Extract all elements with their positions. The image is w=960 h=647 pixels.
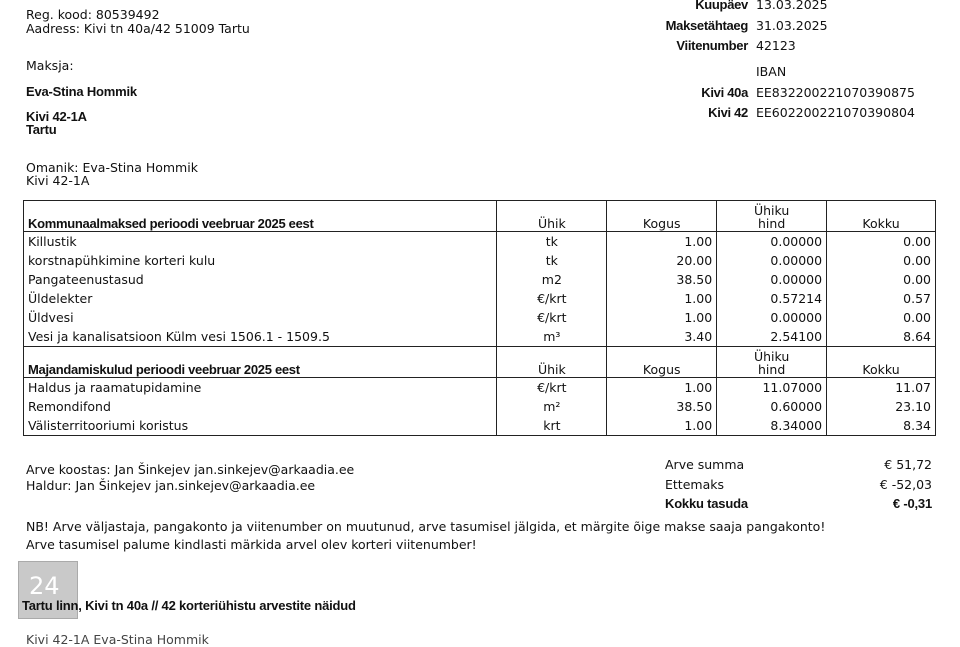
unit-cell: €/krt (497, 289, 607, 308)
unit-cell: m³ (497, 327, 607, 347)
total-cell: 0.00 (827, 251, 936, 270)
readings-partial-line: Kivi 42-1A Eva-Stina Hommik (26, 632, 209, 647)
seller-address: Aadress: Kivi tn 40a/42 51009 Tartu (26, 21, 250, 36)
payer-label: Maksja: (26, 58, 74, 73)
table-row (24, 327, 936, 347)
table-row (24, 270, 936, 289)
total-cell: 0.00 (827, 308, 936, 327)
iban2-value: EE602200221070390804 (756, 105, 915, 120)
item-name-cell: Üldvesi (24, 308, 497, 327)
item-name-cell: Remondifond (24, 397, 497, 416)
payer-apartment: Kivi 42-1A (26, 109, 87, 124)
table-row (24, 251, 936, 270)
item-name-cell: Vesi ja kanalisatsioon Külm vesi 1506.1 - 1509.5 (24, 327, 497, 347)
item-name-cell: Üldelekter (24, 289, 497, 308)
prepaid-value: € -52,03 (879, 477, 932, 492)
total-due-value: € -0,31 (892, 496, 932, 511)
reference-label: Viitenumber (676, 38, 748, 53)
payer-city: Tartu (26, 122, 57, 137)
iban-label: IBAN (756, 64, 787, 79)
unit-price-cell: 2.54100 (717, 327, 827, 347)
due-date-value: 31.03.2025 (756, 18, 828, 33)
quantity-cell: 1.00 (607, 308, 717, 327)
quantity-cell: 20.00 (607, 251, 717, 270)
unit-price-cell: 0.00000 (717, 270, 827, 289)
iban2-label: Kivi 42 (708, 105, 748, 120)
quantity-cell: 38.50 (607, 397, 717, 416)
quantity-cell: 1.00 (607, 289, 717, 308)
quantity-cell: 38.50 (607, 270, 717, 289)
total-due-label: Kokku tasuda (665, 496, 748, 511)
seller-reg-code: Reg. kood: 80539492 (26, 7, 160, 22)
quantity-cell: 1.00 (607, 378, 717, 398)
readings-section-title: Tartu linn, Kivi tn 40a // 42 korteriühistu arvestite näidud (22, 598, 356, 613)
total-cell: 0.57 (827, 289, 936, 308)
prepared-by: Arve koostas: Jan Šinkejev jan.sinkejev@arkaadia.ee (26, 462, 355, 477)
invoice-table (23, 200, 936, 436)
total-cell: 23.10 (827, 397, 936, 416)
due-date-label: Maksetähtaeg (665, 18, 748, 33)
date-label: Kuupäev (695, 0, 748, 12)
unit-price-cell: 0.00000 (717, 251, 827, 270)
unit-cell: €/krt (497, 308, 607, 327)
note-reference: Arve tasumisel palume kindlasti märkida arvel olev korteri viitenumber! (26, 537, 477, 552)
unit-price-cell: 11.07000 (717, 378, 827, 398)
quantity-cell: 1.00 (607, 416, 717, 436)
col-price-header: Ühiku hind (717, 347, 827, 378)
table-row (24, 397, 936, 416)
unit-cell: €/krt (497, 378, 607, 398)
date-value: 13.03.2025 (756, 0, 828, 12)
quantity-cell: 1.00 (607, 232, 717, 252)
payer-name: Eva-Stina Hommik (26, 84, 137, 99)
item-name-cell: korstnapühkimine korteri kulu (24, 251, 497, 270)
unit-price-cell: 0.57214 (717, 289, 827, 308)
col-price-header: Ühiku hind (717, 201, 827, 232)
table-row (24, 232, 936, 252)
total-cell: 11.07 (827, 378, 936, 398)
owner-line: Omanik: Eva-Stina Hommik (26, 160, 198, 175)
page-number-badge: 24 (18, 561, 78, 619)
quantity-cell: 3.40 (607, 327, 717, 347)
col-total-header: Kokku (827, 201, 936, 232)
item-name-cell: Pangateenustasud (24, 270, 497, 289)
unit-price-cell: 0.00000 (717, 232, 827, 252)
table-row (24, 289, 936, 308)
table-row (24, 378, 936, 398)
total-cell: 8.64 (827, 327, 936, 347)
unit-cell: m² (497, 397, 607, 416)
section-title: Kommunaalmaksed perioodi veebruar 2025 eest (24, 201, 497, 232)
col-unit-header: Ühik (497, 201, 607, 232)
col-qty-header: Kogus (607, 201, 717, 232)
invoice-sum-label: Arve summa (665, 457, 745, 472)
table-header-row (24, 201, 936, 232)
col-qty-header: Kogus (607, 347, 717, 378)
iban1-value: EE832200221070390875 (756, 85, 915, 100)
table-row (24, 416, 936, 436)
unit-cell: tk (497, 251, 607, 270)
owner-apartment: Kivi 42-1A (26, 173, 90, 188)
item-name-cell: Haldus ja raamatupidamine (24, 378, 497, 398)
unit-cell: m2 (497, 270, 607, 289)
table-row (24, 308, 936, 327)
total-cell: 0.00 (827, 232, 936, 252)
invoice-sum-value: € 51,72 (884, 457, 932, 472)
item-name-cell: Välisterritooriumi koristus (24, 416, 497, 436)
unit-price-cell: 0.60000 (717, 397, 827, 416)
prepaid-label: Ettemaks (665, 477, 724, 492)
col-unit-header: Ühik (497, 347, 607, 378)
note-bank-change: NB! Arve väljastaja, pangakonto ja viitenumber on muutunud, arve tasumisel jälgida, et märgite õige makse saaja pangakonto! (26, 519, 826, 534)
unit-price-cell: 8.34000 (717, 416, 827, 436)
reference-value: 42123 (756, 38, 796, 53)
total-cell: 8.34 (827, 416, 936, 436)
col-total-header: Kokku (827, 347, 936, 378)
unit-cell: tk (497, 232, 607, 252)
unit-cell: krt (497, 416, 607, 436)
item-name-cell: Killustik (24, 232, 497, 252)
section-title: Majandamiskulud perioodi veebruar 2025 eest (24, 347, 497, 378)
table-header-row (24, 347, 936, 378)
unit-price-cell: 0.00000 (717, 308, 827, 327)
manager: Haldur: Jan Šinkejev jan.sinkejev@arkaadia.ee (26, 478, 316, 493)
iban1-label: Kivi 40a (701, 85, 748, 100)
total-cell: 0.00 (827, 270, 936, 289)
